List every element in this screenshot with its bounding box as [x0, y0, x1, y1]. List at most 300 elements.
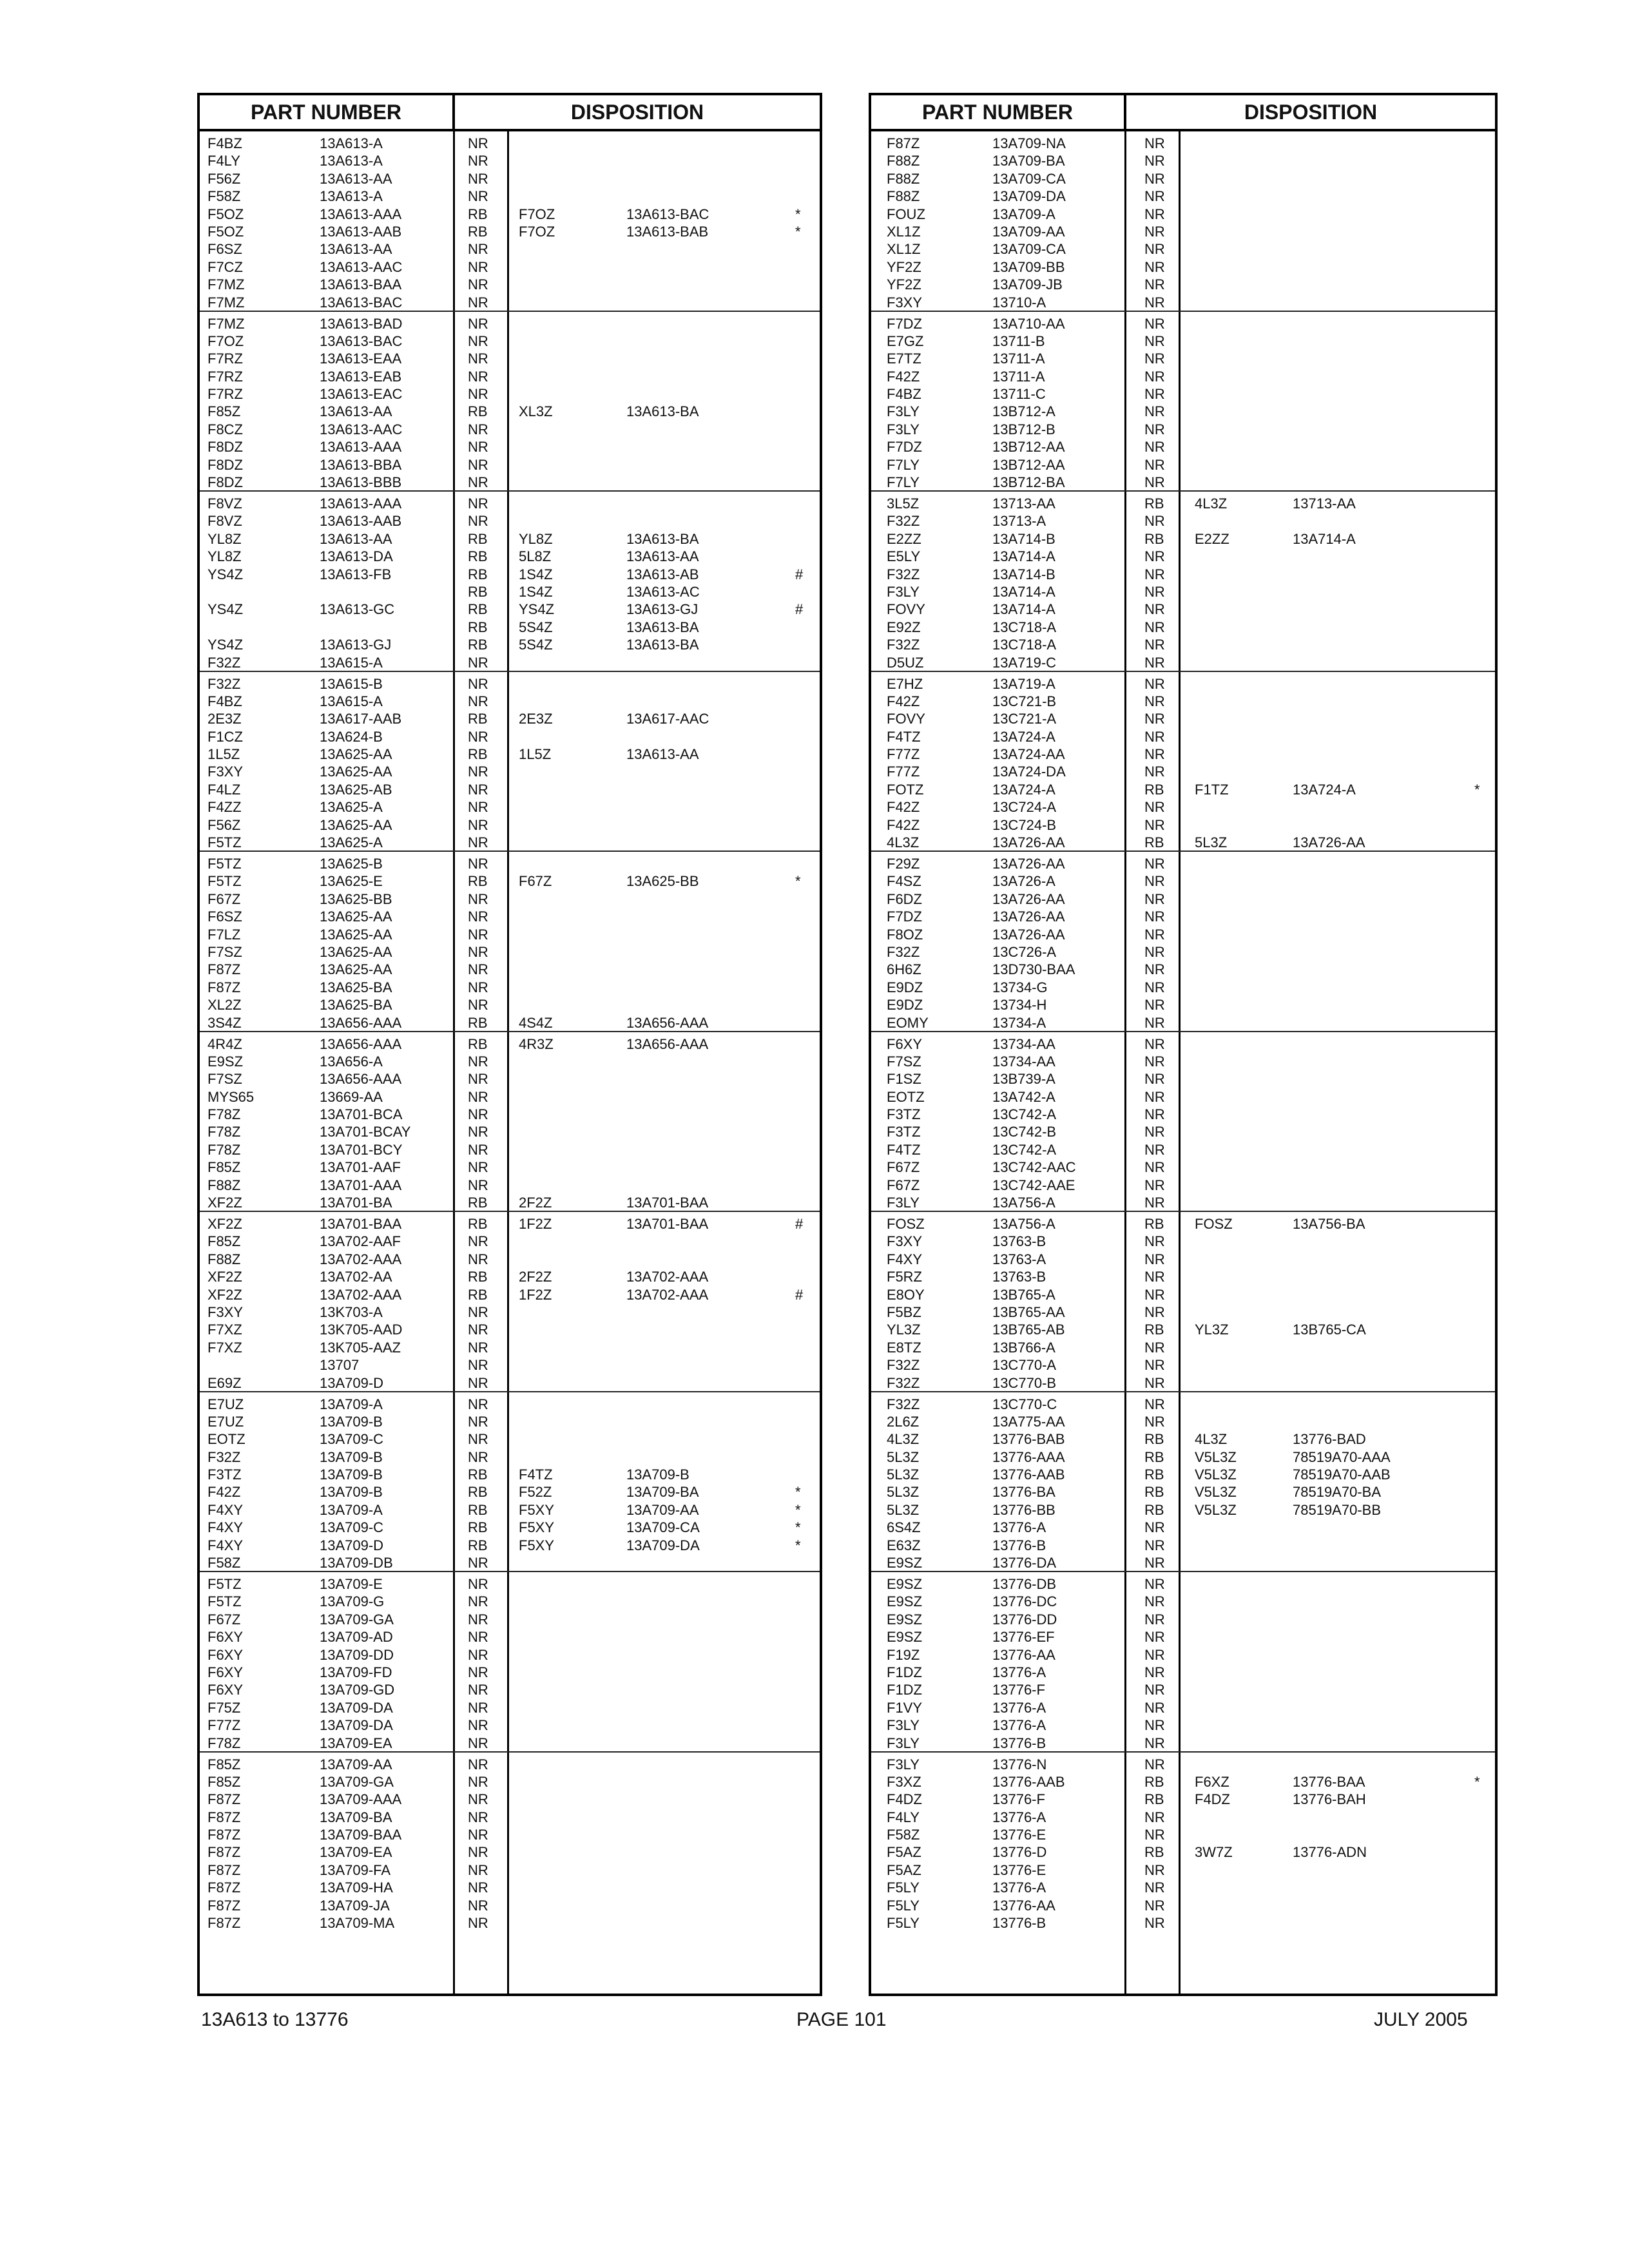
table-row [200, 654, 820, 671]
model-code: YS4Z [207, 637, 244, 653]
table-row [871, 745, 1495, 763]
part-number: 13C724-A [992, 799, 1057, 816]
table-row [200, 1843, 820, 1861]
model-code: 6S4Z [887, 1519, 921, 1536]
disposition-code: RB [468, 1466, 488, 1483]
model-code: F1CZ [207, 728, 243, 745]
note-flag: # [795, 601, 804, 618]
part-number: 13711-A [992, 351, 1045, 367]
disposition-code: NR [1144, 1611, 1165, 1628]
part-number: 13A615-A [320, 693, 383, 709]
part-number: 13A709-GA [320, 1773, 394, 1790]
replacement-model: F67Z [519, 873, 552, 890]
table-row [200, 1681, 820, 1698]
model-code: 4L3Z [887, 1431, 920, 1448]
model-code: F8DZ [207, 474, 243, 491]
table-row [871, 495, 1495, 512]
part-number: 13A709-DD [320, 1646, 394, 1663]
part-number: 13776-N [992, 1756, 1047, 1773]
model-code: F7CZ [207, 258, 243, 275]
table-row [871, 728, 1495, 745]
table-row [871, 206, 1495, 223]
disposition-code: NR [468, 1791, 488, 1808]
table-row [871, 926, 1495, 943]
table-row [200, 258, 820, 276]
disposition-code: RB [468, 637, 488, 653]
disposition-code: NR [1144, 1195, 1165, 1211]
model-code: F8OZ [887, 926, 923, 943]
model-code: F58Z [887, 1827, 920, 1843]
part-number: 13776-D [992, 1844, 1047, 1861]
model-code: F87Z [207, 1879, 241, 1896]
table-row [200, 152, 820, 169]
part-number: 13A613-AAA [320, 495, 402, 512]
part-number: 13A709-BA [320, 1809, 392, 1825]
disposition-code: NR [1144, 421, 1165, 437]
model-code: F4XY [887, 1251, 923, 1267]
table-row [871, 979, 1495, 996]
disposition-code: RB [468, 619, 488, 635]
table-row [200, 1035, 820, 1053]
model-code: YL3Z [887, 1321, 921, 1338]
disposition-code: NR [1144, 1159, 1165, 1176]
model-code: F85Z [207, 1773, 241, 1790]
model-code: F6DZ [887, 890, 922, 907]
replacement-part: 13A613-AA [626, 548, 699, 565]
disposition-code: NR [468, 1879, 488, 1896]
replacement-model: 4L3Z [1195, 495, 1228, 512]
part-number: 13713-AA [992, 495, 1055, 512]
model-code: F6XY [207, 1646, 244, 1663]
table-row [200, 187, 820, 205]
disposition-code: NR [1144, 135, 1165, 151]
part-number: 13776-A [992, 1879, 1046, 1896]
disposition-code: NR [1144, 1555, 1165, 1571]
model-code: F3XY [207, 764, 244, 780]
model-code: E9SZ [887, 1629, 923, 1646]
disposition-code: NR [1144, 1717, 1165, 1734]
table-row [200, 530, 820, 548]
disposition-code: NR [1144, 315, 1165, 332]
part-number: 13A709-B [320, 1413, 383, 1430]
table-row [871, 1519, 1495, 1536]
part-number: 13C721-A [992, 711, 1057, 727]
disposition-code: NR [1144, 439, 1165, 456]
disposition-code: NR [1144, 979, 1165, 995]
replacement-model: 5S4Z [519, 619, 553, 635]
model-code: F4XY [207, 1501, 244, 1518]
part-number: 13A742-A [992, 1088, 1055, 1105]
part-number: 13763-B [992, 1233, 1046, 1250]
table-block [871, 672, 1495, 852]
disposition-code: RB [468, 583, 488, 600]
part-number: 13763-B [992, 1269, 1046, 1285]
table-row [871, 1466, 1495, 1483]
model-code: F6XY [207, 1664, 244, 1680]
model-code: F4DZ [887, 1791, 922, 1808]
table-row [871, 1843, 1495, 1861]
model-code: F56Z [207, 816, 241, 833]
table-block [871, 1212, 1495, 1392]
disposition-code: NR [468, 1735, 488, 1751]
table-row [871, 1448, 1495, 1466]
model-code: F5TZ [207, 873, 242, 890]
disposition-code: NR [468, 1629, 488, 1646]
model-code: F88Z [207, 1251, 241, 1267]
model-code: MYS65 [207, 1088, 255, 1105]
disposition-code: NR [1144, 351, 1165, 367]
model-code: F4ZZ [207, 799, 242, 816]
model-code: F7MZ [207, 276, 245, 293]
disposition-code: NR [1144, 1861, 1165, 1878]
table-row [200, 1303, 820, 1321]
model-code: 6H6Z [887, 961, 921, 978]
model-code: F78Z [207, 1735, 241, 1751]
table-row [200, 1053, 820, 1070]
model-code: F4LY [207, 153, 240, 169]
table-row [871, 1251, 1495, 1268]
part-number: 13A709-EA [320, 1735, 392, 1751]
table-row [200, 403, 820, 420]
part-number: 13A709-CA [992, 170, 1066, 187]
note-flag: * [1474, 781, 1480, 798]
model-code: YF2Z [887, 276, 921, 293]
model-code: F32Z [887, 943, 920, 960]
note-flag: * [795, 1519, 801, 1536]
disposition-code: NR [468, 1321, 488, 1338]
replacement-model: 5L8Z [519, 548, 552, 565]
disposition-code: NR [1144, 153, 1165, 169]
disposition-code: NR [1144, 873, 1165, 890]
part-number: 13K703-A [320, 1303, 383, 1320]
part-number: 13A701-BA [320, 1195, 392, 1211]
disposition-code: NR [1144, 258, 1165, 275]
part-number: 13A714-A [992, 601, 1055, 618]
table-row [871, 170, 1495, 187]
table-row [200, 206, 820, 223]
table-row [871, 1396, 1495, 1413]
part-number: 13A724-DA [992, 764, 1066, 780]
table-row [200, 908, 820, 925]
replacement-part: 13A613-BA [626, 530, 699, 547]
table-row [200, 1897, 820, 1914]
table-block [871, 492, 1495, 672]
disposition-code: NR [1144, 1699, 1165, 1716]
part-number: 13776-F [992, 1791, 1045, 1808]
disposition-code: RB [1144, 1466, 1164, 1483]
disposition-code: NR [468, 1809, 488, 1825]
model-code: FOVY [887, 711, 925, 727]
disposition-code: NR [1144, 1014, 1165, 1031]
part-number-header: PART NUMBER [200, 95, 455, 131]
table-row [871, 315, 1495, 332]
disposition-code: RB [1144, 1791, 1164, 1808]
table-block [871, 131, 1495, 312]
model-code: F5LY [887, 1915, 920, 1932]
model-code: F42Z [887, 816, 920, 833]
table-row [871, 675, 1495, 693]
disposition-code: NR [1144, 1141, 1165, 1158]
table-row [200, 240, 820, 258]
disposition-code: NR [1144, 637, 1165, 653]
disposition-code: RB [468, 1537, 488, 1553]
part-number: 13A625-AA [320, 943, 392, 960]
table-row [200, 1879, 820, 1896]
table-row [200, 1141, 820, 1158]
model-code: E9SZ [207, 1053, 244, 1070]
part-number: 13734-AA [992, 1035, 1055, 1052]
disposition-code: NR [468, 1682, 488, 1698]
table-row [871, 872, 1495, 890]
disposition-code: NR [468, 1374, 488, 1391]
model-code: F87Z [207, 1861, 241, 1878]
part-number: 13710-A [992, 294, 1046, 311]
disposition-code: NR [468, 997, 488, 1014]
replacement-part: 13A709-B [626, 1466, 689, 1483]
replacement-model: 2F2Z [519, 1195, 552, 1211]
part-number: 13A613-EAC [320, 386, 403, 403]
model-code: F5LY [887, 1879, 920, 1896]
model-code: F7XZ [207, 1321, 242, 1338]
part-number: 13A615-A [320, 654, 383, 671]
model-code: F4XY [207, 1537, 244, 1553]
model-code: F88Z [887, 188, 920, 205]
model-code: F32Z [887, 637, 920, 653]
table-block [871, 1572, 1495, 1753]
disposition-code: NR [1144, 1303, 1165, 1320]
model-code: F67Z [207, 1611, 241, 1628]
disposition-code: NR [468, 816, 488, 833]
part-number: 13C742-AAC [992, 1159, 1076, 1176]
disposition-code: NR [1144, 1339, 1165, 1356]
part-number: 13A726-AA [992, 834, 1065, 851]
table-row [871, 1664, 1495, 1681]
disposition-code: RB [468, 530, 488, 547]
part-number: 13A625-BB [320, 890, 392, 907]
part-number: 13C770-B [992, 1374, 1057, 1391]
table-row [871, 855, 1495, 872]
table-row [871, 1735, 1495, 1752]
disposition-code: NR [468, 351, 488, 367]
table-row [200, 170, 820, 187]
part-number: 13776-EF [992, 1629, 1055, 1646]
model-code: E69Z [207, 1374, 242, 1391]
model-code: F7SZ [887, 1053, 921, 1070]
table-row [871, 1088, 1495, 1106]
disposition-code: NR [468, 294, 488, 311]
table-row [871, 1897, 1495, 1914]
table-row [871, 350, 1495, 367]
disposition-code: NR [1144, 206, 1165, 222]
note-flag: # [795, 566, 804, 582]
disposition-code: RB [1144, 1484, 1164, 1501]
model-code: 5L3Z [887, 1501, 920, 1518]
disposition-code: NR [468, 781, 488, 798]
disposition-code: RB [468, 206, 488, 222]
table-row [871, 1681, 1495, 1698]
model-code: F87Z [207, 1827, 241, 1843]
part-number: 13A613-AAB [320, 223, 402, 240]
part-number: 13A613-FB [320, 566, 392, 582]
part-number: 13A719-C [992, 654, 1057, 671]
replacement-model: 4R3Z [519, 1035, 554, 1052]
part-number: 13776-BAB [992, 1431, 1065, 1448]
table-row [200, 1374, 820, 1392]
table-row [871, 636, 1495, 653]
replacement-model: FOSZ [1195, 1216, 1233, 1232]
replacement-model: F5XY [519, 1537, 555, 1553]
table-row [871, 1356, 1495, 1374]
part-number: 13A656-AAA [320, 1035, 402, 1052]
table-row [871, 1756, 1495, 1773]
model-code: F4TZ [887, 1141, 921, 1158]
disposition-code: NR [1144, 368, 1165, 385]
disposition-code: NR [1144, 908, 1165, 925]
table-row [200, 548, 820, 565]
part-number: 13A709-C [320, 1431, 384, 1448]
model-code: F3LY [887, 421, 920, 437]
table-row [200, 1716, 820, 1734]
table-row [200, 421, 820, 438]
part-number: 13A625-AA [320, 926, 392, 943]
disposition-code: NR [468, 456, 488, 473]
table-row [200, 798, 820, 816]
disposition-code: NR [1144, 1071, 1165, 1088]
part-number: 13A613-AAC [320, 258, 403, 275]
table-row [200, 601, 820, 618]
disposition-code: NR [468, 1756, 488, 1773]
table-row [200, 1070, 820, 1088]
part-number: 13A615-B [320, 675, 383, 692]
disposition-code: NR [1144, 332, 1165, 349]
part-number: 13B765-AB [992, 1321, 1065, 1338]
disposition-code: NR [1144, 548, 1165, 565]
table-row [871, 530, 1495, 548]
model-code: XL1Z [887, 223, 921, 240]
table-row [200, 1321, 820, 1338]
replacement-part: 13A617-AAC [626, 711, 709, 727]
model-code: F85Z [207, 1159, 241, 1176]
model-code: F42Z [207, 1484, 241, 1501]
disposition-code: NR [468, 332, 488, 349]
replacement-model: F1TZ [1195, 781, 1229, 798]
disposition-code: NR [468, 1861, 488, 1878]
part-number: 13C742-AAE [992, 1177, 1075, 1193]
right-parts-table [869, 93, 1498, 1996]
model-code: F87Z [207, 1915, 241, 1932]
part-number: 13A613-BBB [320, 474, 402, 491]
model-code: F78Z [207, 1141, 241, 1158]
part-number: 13A709-D [320, 1374, 384, 1391]
model-code: F5AZ [887, 1861, 921, 1878]
replacement-model: F7OZ [519, 206, 555, 222]
model-code: F6SZ [207, 908, 242, 925]
table-row [200, 1123, 820, 1140]
replacement-part: 13A709-DA [626, 1537, 700, 1553]
table-row [871, 1141, 1495, 1158]
table-row [871, 1413, 1495, 1430]
part-number: 13776-A [992, 1699, 1046, 1716]
part-number: 13A775-AA [992, 1413, 1065, 1430]
part-number: 13A709-DA [320, 1699, 393, 1716]
disposition-code: NR [468, 693, 488, 709]
part-number: 13A709-AD [320, 1629, 393, 1646]
part-number: 13K705-AAZ [320, 1339, 401, 1356]
part-number: 13A625-AA [320, 908, 392, 925]
replacement-part: 13776-BAH [1293, 1791, 1366, 1808]
replacement-model: 5S4Z [519, 637, 553, 653]
table-row [200, 1501, 820, 1519]
model-code: 3L5Z [887, 495, 920, 512]
part-number: 13C770-A [992, 1357, 1057, 1374]
table-row [200, 350, 820, 367]
part-number: 13776-A [992, 1809, 1046, 1825]
table-row [871, 332, 1495, 350]
part-number: 13A613-AA [320, 403, 392, 420]
model-code: F85Z [207, 1756, 241, 1773]
table-row [200, 710, 820, 727]
table-row [871, 654, 1495, 671]
table-row [871, 1194, 1495, 1211]
table-row [200, 1396, 820, 1413]
disposition-code: NR [468, 386, 488, 403]
table-row [200, 315, 820, 332]
table-row [871, 152, 1495, 169]
table-row [200, 745, 820, 763]
replacement-part: 13A613-BAB [626, 223, 709, 240]
part-number: 13A656-AAA [320, 1071, 402, 1088]
model-code: FOUZ [887, 206, 925, 222]
part-number: 13A726-AA [992, 908, 1065, 925]
replacement-model: 1S4Z [519, 583, 553, 600]
table-row [200, 1158, 820, 1176]
disposition-code: NR [1144, 1897, 1165, 1914]
disposition-code: NR [468, 368, 488, 385]
table-row [200, 1664, 820, 1681]
model-code: EOMY [887, 1014, 929, 1031]
part-number: 13A710-AA [992, 315, 1065, 332]
part-number: 13776-AAA [992, 1448, 1065, 1465]
part-number: 13A624-B [320, 728, 383, 745]
table-block [200, 1572, 820, 1753]
table-row [200, 1519, 820, 1536]
table-row [871, 834, 1495, 851]
disposition-code: NR [1144, 223, 1165, 240]
disposition-code: NR [468, 153, 488, 169]
table-row [871, 1233, 1495, 1250]
model-code: F5TZ [207, 856, 242, 872]
replacement-part: 13A709-BA [626, 1484, 699, 1501]
model-code: F7LY [887, 456, 920, 473]
replacement-part: 13A756-BA [1293, 1216, 1365, 1232]
replacement-model: 1F2Z [519, 1216, 552, 1232]
model-code: F58Z [207, 1555, 241, 1571]
replacement-part: 13A702-AAA [626, 1286, 709, 1303]
disposition-code: NR [1144, 294, 1165, 311]
part-number: 13B765-A [992, 1286, 1055, 1303]
table-row [871, 710, 1495, 727]
part-number: 13B712-A [992, 403, 1055, 420]
replacement-part: 13A613-AB [626, 566, 699, 582]
part-number: 13C721-B [992, 693, 1057, 709]
model-code: F5RZ [887, 1269, 922, 1285]
replacement-model: E2ZZ [1195, 530, 1229, 547]
replacement-part: 13A656-AAA [626, 1014, 709, 1031]
model-code: F4LZ [207, 781, 241, 798]
table-row [200, 1430, 820, 1448]
disposition-code: NR [468, 675, 488, 692]
part-number: 13A613-AAC [320, 421, 403, 437]
